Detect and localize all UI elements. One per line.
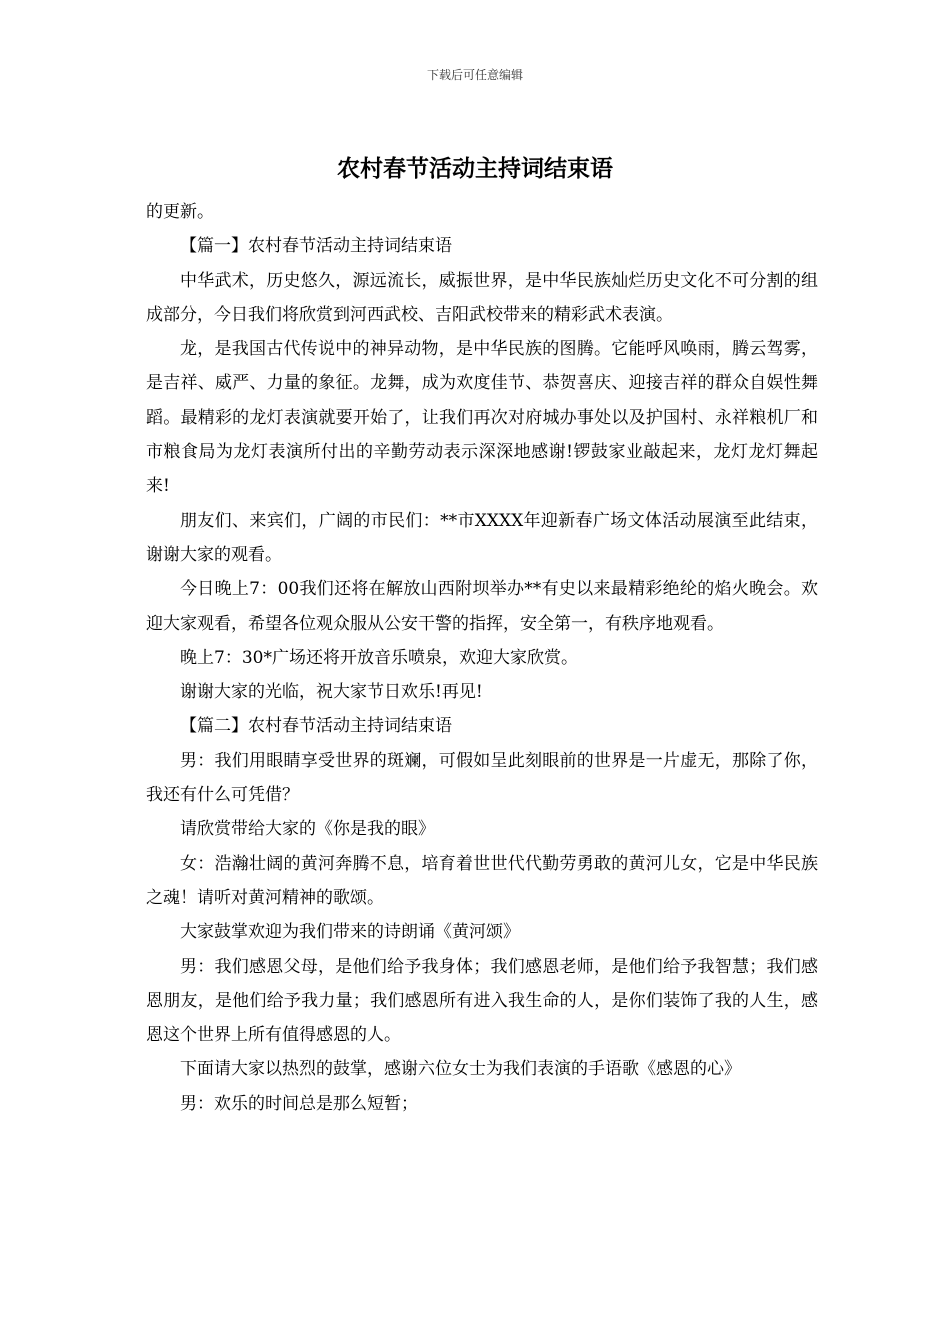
paragraph: 中华武术，历史悠久，源远流长，威振世界，是中华民族灿烂历史文化不可分割的组成部分，今日我们将欣赏到河西武校、吉阳武校带来的精彩武术表演。 bbox=[146, 270, 818, 325]
paragraph: 请欣赏带给大家的《你是我的眼》 bbox=[180, 819, 435, 840]
paragraph: 男：我们用眼睛享受世界的斑斓，可假如呈此刻眼前的世界是一片虚无，那除了你，我还有什么可凭借？ bbox=[146, 750, 818, 806]
paragraph: 【篇二】农村春节活动主持词结束语 bbox=[180, 716, 452, 737]
paragraph: 今日晚上7：00我们还将在解放山西附坝举办**有史以来最精彩绝纶的焰火晚会。欢迎大家观看，希望各位观众服从公安干警的指挥，安全第一，有秩序地观看。 bbox=[146, 579, 818, 634]
paragraph: 的更新。 bbox=[146, 202, 214, 222]
paragraph: 男：我们感恩父母，是他们给予我身体；我们感恩老师，是他们给予我智慧；我们感恩朋友，是他们给予我力量；我们感恩所有进入我生命的人，是你们装饰了我的人生，感恩这个世界上所有值得感恩的人。 bbox=[146, 956, 818, 1046]
paragraph: 晚上7：30*广场还将开放音乐喷泉，欢迎大家欣赏。 bbox=[180, 647, 578, 668]
paragraph: 女：浩瀚壮阔的黄河奔腾不息，培育着世世代代勤劳勇敢的黄河儿女，它是中华民族之魂！请听对黄河精神的歌颂。 bbox=[146, 853, 818, 908]
page-header-note: 下载后可任意编辑 bbox=[426, 68, 523, 82]
paragraph: 大家鼓掌欢迎为我们带来的诗朗诵《黄河颂》 bbox=[180, 922, 520, 943]
document-title: 农村春节活动主持词结束语 bbox=[337, 155, 613, 182]
paragraph: 男：欢乐的时间总是那么短暂； bbox=[180, 1093, 418, 1114]
paragraph: 【篇一】农村春节活动主持词结束语 bbox=[180, 236, 452, 257]
paragraph: 下面请大家以热烈的鼓掌，感谢六位女士为我们表演的手语歌《感恩的心》 bbox=[180, 1059, 741, 1080]
paragraph: 龙，是我国古代传说中的神异动物，是中华民族的图腾。它能呼风唤雨，腾云驾雾，是吉祥、威严、力量的象征。龙舞，成为欢度佳节、恭贺喜庆、迎接吉祥的群众自娱性舞蹈。最精彩的龙灯表演就要开始了，让我们再次对府城办事处以及护国村、永祥粮机厂和市粮食局为龙灯表演所付出的辛勤劳动表示深深地感谢!锣鼓家业敲起来，龙灯龙灯舞起来! bbox=[146, 339, 818, 497]
paragraph: 朋友们、来宾们，广阔的市民们：**市XXXX年迎新春广场文体活动展演至此结束，谢谢大家的观看。 bbox=[146, 510, 818, 565]
paragraph: 谢谢大家的光临，祝大家节日欢乐!再见! bbox=[180, 682, 483, 703]
document-body bbox=[146, 195, 818, 1121]
